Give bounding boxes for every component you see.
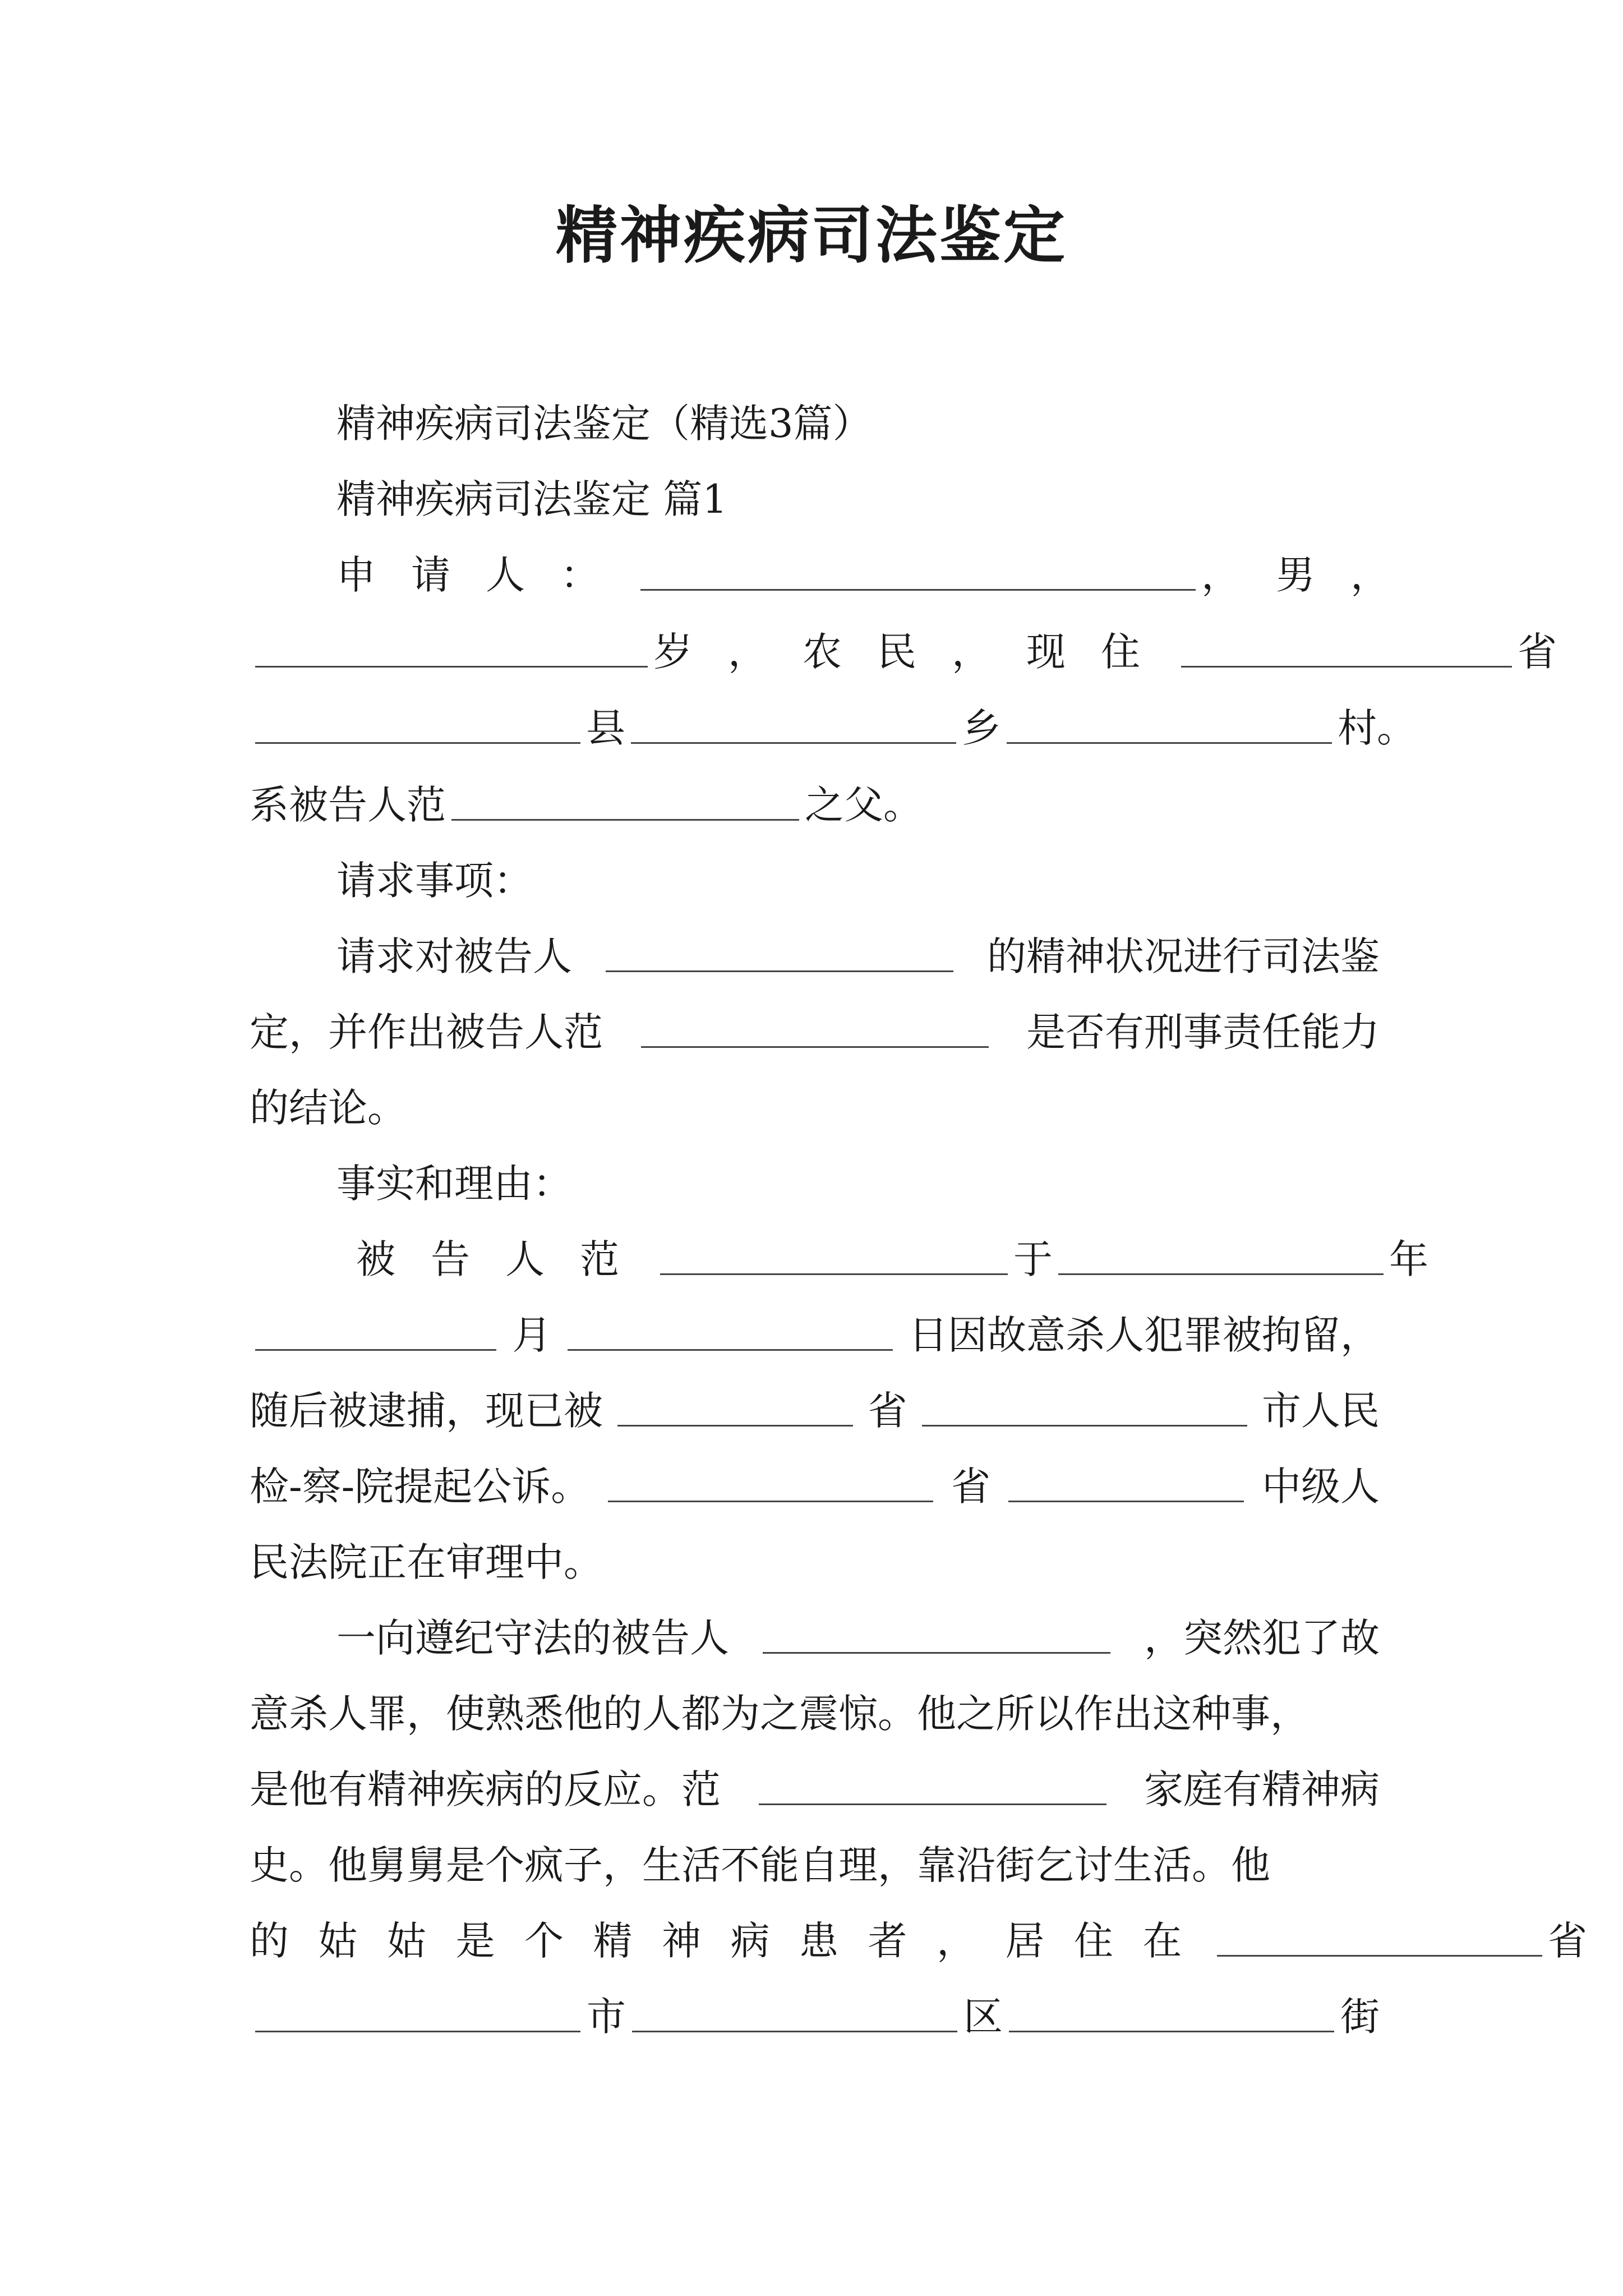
applicant-name-blank[interactable]: [640, 585, 1196, 591]
request-heading: 请求事项：: [336, 858, 533, 904]
para2-line-1: [336, 1588, 1380, 1666]
county-blank[interactable]: [255, 738, 580, 744]
township-blank[interactable]: [631, 738, 956, 744]
para2-text-c: 意杀人罪，使熟悉他的人都为之震惊。他之所以作出这种事，: [250, 1691, 1310, 1737]
facts-province-2: 省: [951, 1464, 991, 1510]
facts-court-b: 民法院正在审理中。: [250, 1539, 603, 1585]
request-line-2: [250, 982, 1380, 1060]
facts-province-blank-2[interactable]: [608, 1496, 933, 1502]
facts-line-2: [250, 1285, 1380, 1363]
age-blank[interactable]: [255, 661, 648, 668]
para2-city-blank[interactable]: [255, 2026, 580, 2032]
para2-street-blank[interactable]: [1009, 2026, 1334, 2032]
facts-court-blank[interactable]: [1008, 1496, 1244, 1502]
applicant-address-line: [250, 678, 1416, 756]
facts-month: 月: [512, 1312, 552, 1358]
facts-month-blank[interactable]: [255, 1345, 496, 1351]
relation-prefix: 系被告人范: [250, 782, 446, 828]
facts-defendant-blank[interactable]: [660, 1269, 1008, 1275]
para2-line-5: [250, 1890, 1587, 1969]
para2-line-3: [250, 1739, 1380, 1818]
para2-line-4: [250, 1815, 1380, 1893]
facts-indicted: 随后被逮捕，现已被: [250, 1388, 603, 1434]
facts-day-blank[interactable]: [568, 1345, 893, 1351]
para2-text-e: 家庭有精神病: [1144, 1766, 1380, 1812]
facts-arrest: 日因故意杀人犯罪被拘留，: [908, 1312, 1380, 1358]
request-text-a: 请求对被告人: [336, 933, 572, 979]
section-heading-line: [336, 449, 1467, 527]
para2-line-6: [250, 1966, 1380, 2045]
facts-province-blank[interactable]: [617, 1420, 853, 1427]
para2-text-a: 一向遵纪守法的被告人: [336, 1615, 729, 1661]
facts-line-3: [250, 1360, 1380, 1439]
defendant-name-blank[interactable]: [451, 815, 799, 821]
relation-suffix: 之父。: [805, 782, 923, 828]
facts-line-5: [250, 1512, 1380, 1590]
subtitle-line: [336, 373, 1467, 452]
para2-name-blank[interactable]: [759, 1799, 1106, 1805]
township-label: 乡: [962, 705, 1001, 751]
county-label: 县: [586, 705, 625, 751]
applicant-line: [336, 524, 1425, 603]
request-line-3: [250, 1057, 1380, 1136]
para2-city: 市: [587, 1994, 626, 2040]
para2-street: 街: [1340, 1994, 1380, 2040]
request-line-1: [336, 906, 1380, 984]
document-title: 精神疾病司法鉴定: [556, 199, 1067, 272]
applicant-age-line: [250, 601, 1557, 680]
request-text-d: 是否有刑事责任能力: [1026, 1009, 1380, 1055]
relation-line: [250, 754, 1380, 833]
village-blank[interactable]: [1007, 738, 1332, 744]
facts-year-blank[interactable]: [1058, 1269, 1384, 1275]
facts-province: 省: [868, 1388, 907, 1434]
province-label: 省: [1518, 629, 1557, 675]
facts-heading: 事实和理由：: [336, 1161, 572, 1207]
facts-city-blank[interactable]: [922, 1420, 1247, 1427]
para2-district-blank[interactable]: [632, 2026, 957, 2032]
request-text-e: 的结论。: [250, 1085, 407, 1131]
request-text-b: 的精神状况进行司法鉴: [987, 933, 1380, 979]
para2-text-b: ，突然犯了故: [1144, 1615, 1380, 1661]
para2-district: 区: [963, 1994, 1003, 2040]
facts-line-1: [356, 1209, 1428, 1287]
para2-province: 省: [1548, 1918, 1587, 1964]
para2-line-2: [250, 1663, 1380, 1742]
applicant-label: 申请人：: [336, 552, 635, 598]
para2-text-f: 史。他舅舅是个疯子，生活不能自理，靠沿街乞讨生活。他: [250, 1842, 1270, 1888]
request-defendant-blank[interactable]: [606, 966, 953, 972]
section-heading: 精神疾病司法鉴定 篇1: [336, 476, 727, 522]
facts-court: 中级人: [1262, 1464, 1380, 1510]
residence-province-blank[interactable]: [1181, 661, 1512, 668]
request-heading-line: [336, 830, 1467, 909]
village-label: 村。: [1338, 705, 1416, 751]
para2-defendant-blank[interactable]: [763, 1648, 1110, 1654]
age-occupation-text: 岁，农民，现住: [653, 629, 1175, 675]
applicant-gender: ，男，: [1201, 552, 1425, 598]
subtitle: 精神疾病司法鉴定（精选3篇）: [336, 401, 872, 447]
para2-text-d: 是他有精神疾病的反应。范: [250, 1766, 721, 1812]
facts-defendant: 被告人范: [356, 1236, 654, 1282]
facts-on: 于: [1013, 1236, 1053, 1282]
facts-procuratorate-b: 检-察-院提起公诉。: [250, 1464, 591, 1510]
request-text-c: 定，并作出被告人范: [250, 1009, 603, 1055]
facts-line-4: [250, 1436, 1380, 1515]
facts-procuratorate: 市人民: [1262, 1388, 1380, 1434]
facts-year: 年: [1389, 1236, 1428, 1282]
para2-province-blank[interactable]: [1217, 1950, 1542, 1957]
para2-text-g: 的姑姑是个精神病患者，居住在: [250, 1918, 1211, 1964]
request-defendant-blank-2[interactable]: [641, 1042, 989, 1048]
facts-heading-line: [336, 1133, 1467, 1212]
